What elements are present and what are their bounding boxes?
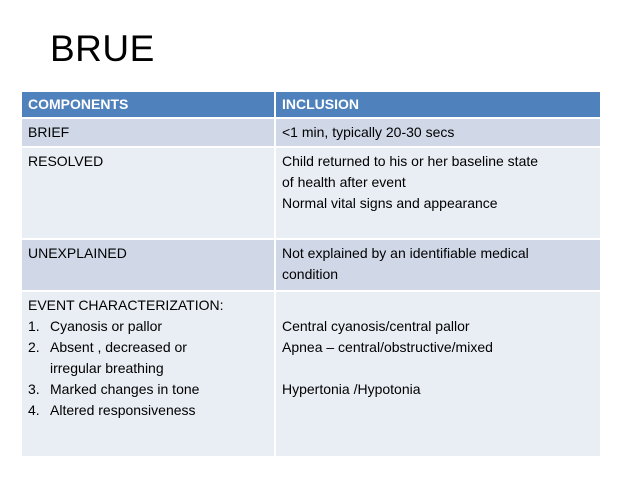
header-inclusion: INCLUSION <box>275 92 600 118</box>
list-item <box>28 337 268 379</box>
component-cell <box>22 147 275 239</box>
table-header-row <box>22 92 600 118</box>
list-number: 3. <box>28 381 40 397</box>
component-cell <box>22 291 275 456</box>
table-row-unexplained <box>22 239 600 291</box>
inclusion-cell <box>275 118 600 147</box>
spacer <box>282 358 594 379</box>
inclusion-line: Central cyanosis/central pallor <box>282 318 470 334</box>
list-item-text: Altered responsiveness <box>50 402 196 418</box>
component-cell <box>22 239 275 291</box>
inclusion-cell <box>275 239 600 291</box>
inclusion-line: Normal vital signs and appearance <box>282 195 498 211</box>
inclusion-line: Not explained by an identifiable medical <box>282 245 529 261</box>
list-number: 2. <box>28 339 40 355</box>
list-item-text: Absent , decreased or <box>50 339 187 355</box>
component-cell <box>22 118 275 147</box>
list-item <box>28 379 268 400</box>
list-item <box>28 400 268 421</box>
brue-table <box>22 92 600 456</box>
list-number: 4. <box>28 402 40 418</box>
inclusion-line: Child returned to his or her baseline state <box>282 153 539 169</box>
table-row-resolved <box>22 147 600 239</box>
inclusion-line: Apnea – central/obstructive/mixed <box>282 339 493 355</box>
component-label: RESOLVED <box>28 153 104 169</box>
inclusion-cell <box>275 291 600 456</box>
inclusion-line: condition <box>282 266 339 282</box>
table-row-event-characterization <box>22 291 600 456</box>
slide-title: BRUE <box>50 28 155 69</box>
inclusion-line: <1 min, typically 20-30 secs <box>282 124 455 140</box>
inclusion-line: Hypertonia /Hypotonia <box>282 381 421 397</box>
component-label: BRIEF <box>28 124 70 140</box>
list-item-text: Marked changes in tone <box>50 381 200 397</box>
header-components: COMPONENTS <box>22 92 275 118</box>
table-row-brief <box>22 118 600 147</box>
list-number: 1. <box>28 318 40 334</box>
list-item-text: Cyanosis or pallor <box>50 318 163 334</box>
spacer <box>282 295 594 316</box>
component-label: UNEXPLAINED <box>28 245 127 261</box>
component-label: EVENT CHARACTERIZATION: <box>28 297 224 313</box>
event-list <box>28 316 268 421</box>
list-item <box>28 316 268 337</box>
inclusion-line: of health after event <box>282 174 406 190</box>
list-item-text: irregular breathing <box>50 360 164 376</box>
inclusion-cell <box>275 147 600 239</box>
